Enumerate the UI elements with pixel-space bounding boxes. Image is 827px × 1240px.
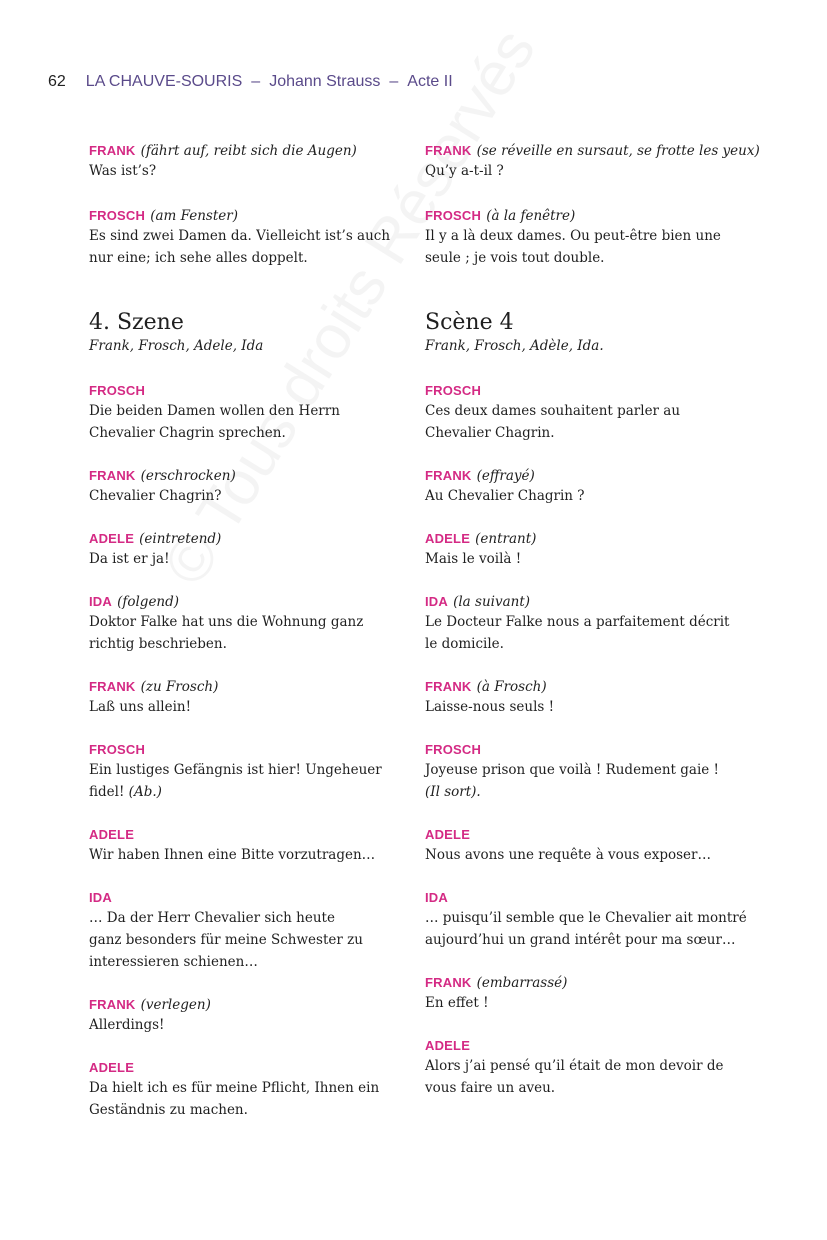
speaker-name: IDA — [89, 594, 112, 609]
dialogue-line — [425, 1055, 755, 1077]
dialogue-block — [425, 824, 755, 866]
speaker-line — [89, 591, 409, 611]
header-separator: – — [251, 73, 261, 90]
speaker-line — [425, 380, 755, 400]
line-text: Chevalier Chagrin? — [89, 488, 222, 504]
running-header — [48, 73, 453, 91]
speaker-line — [89, 205, 409, 225]
dialogue-line — [89, 781, 409, 803]
line-text: Es sind zwei Damen da. Vielleicht ist’s auch — [89, 228, 391, 244]
speaker-name: FRANK — [89, 468, 136, 483]
line-text: Da ist er ja! — [89, 551, 170, 567]
speaker-line — [425, 972, 755, 992]
dialogue-line — [425, 929, 755, 951]
dialogue-block — [425, 676, 755, 718]
speaker-line — [89, 140, 409, 160]
dialogue-line — [425, 225, 755, 247]
line-text: En effet ! — [425, 995, 489, 1011]
dialogue-line — [89, 1014, 409, 1036]
speaker-name: FROSCH — [425, 742, 482, 757]
book-title: LA CHAUVE-SOURIS — [85, 73, 243, 90]
line-text: Mais le voilà ! — [425, 551, 522, 567]
line-text: Qu’y a-t-il ? — [425, 163, 504, 179]
line-text: Chevalier Chagrin sprechen. — [89, 425, 286, 441]
dialogue-line — [89, 1099, 409, 1121]
dialogue-line — [425, 247, 755, 269]
speaker-name: ADELE — [89, 531, 135, 546]
dialogue-block — [425, 739, 755, 803]
dialogue-line — [425, 548, 755, 570]
speaker-name: FROSCH — [425, 383, 482, 398]
stage-direction: (à Frosch) — [476, 679, 547, 695]
dialogue-block — [425, 205, 755, 269]
dialogue-line — [425, 992, 755, 1014]
dialogue-block — [89, 380, 409, 444]
dialogue-block — [89, 739, 409, 803]
line-text: Il y a là deux dames. Ou peut-être bien une — [425, 228, 721, 244]
line-text: fidel! — [89, 784, 125, 800]
speaker-name: ADELE — [89, 1060, 135, 1075]
line-text: Ces deux dames souhaitent parler au — [425, 403, 681, 419]
line-text: … Da der Herr Chevalier sich heute — [89, 910, 335, 926]
dialogue-line — [425, 781, 755, 803]
stage-direction: (verlegen) — [140, 997, 211, 1013]
dialogue-line — [425, 907, 755, 929]
composer-name: Johann Strauss — [269, 73, 381, 90]
speaker-line — [89, 380, 409, 400]
page-number: 62 — [48, 73, 66, 90]
stage-direction: (zu Frosch) — [140, 679, 219, 695]
speaker-line — [425, 591, 755, 611]
dialogue-block — [425, 465, 755, 507]
speaker-line — [425, 887, 755, 907]
dialogue-block — [425, 380, 755, 444]
stage-direction: (entrant) — [475, 531, 537, 547]
speaker-line — [89, 465, 409, 485]
dialogue-line — [425, 160, 755, 182]
dialogue-block — [425, 140, 760, 182]
line-text: aujourd’hui un grand intérêt pour ma sœur… — [425, 932, 736, 948]
line-text: interessieren schienen… — [89, 954, 258, 970]
line-text: Au Chevalier Chagrin ? — [425, 488, 585, 504]
stage-direction: (fährt auf, reibt sich die Augen) — [140, 143, 357, 159]
dialogue-block — [89, 1057, 409, 1121]
speaker-name: IDA — [89, 890, 112, 905]
dialogue-line — [89, 422, 409, 444]
line-text: Geständnis zu machen. — [89, 1102, 248, 1118]
speaker-line — [425, 739, 755, 759]
line-text: Da hielt ich es für meine Pflicht, Ihnen ein — [89, 1080, 380, 1096]
dialogue-line — [425, 633, 755, 655]
stage-direction: (se réveille en sursaut, se frotte les yeux) — [476, 143, 760, 159]
stage-direction: (à la fenêtre) — [486, 208, 576, 224]
speaker-name: FRANK — [425, 975, 472, 990]
line-text: seule ; je vois tout double. — [425, 250, 605, 266]
french-column — [425, 140, 760, 1099]
line-text: Chevalier Chagrin. — [425, 425, 555, 441]
dialogue-line — [89, 247, 409, 269]
dialogue-line — [89, 844, 409, 866]
line-text: Was ist’s? — [89, 163, 157, 179]
dialogue-line — [425, 696, 755, 718]
dialogue-line — [89, 400, 409, 422]
speaker-name: FRANK — [89, 997, 136, 1012]
dialogue-block — [89, 824, 409, 866]
stage-direction: (Il sort). — [425, 784, 481, 800]
stage-direction: (la suivant) — [453, 594, 531, 610]
speaker-name: ADELE — [425, 1038, 471, 1053]
dialogue-block — [425, 887, 755, 951]
speaker-name: FRANK — [425, 468, 472, 483]
line-text: Le Docteur Falke nous a parfaitement décrit — [425, 614, 730, 630]
line-text: Nous avons une requête à vous exposer… — [425, 847, 711, 863]
speaker-line — [89, 887, 409, 907]
speaker-name: FRANK — [425, 679, 472, 694]
scene-title: Scène 4 — [425, 310, 514, 335]
stage-direction: (folgend) — [117, 594, 180, 610]
dialogue-line — [425, 400, 755, 422]
scene-cast: Frank, Frosch, Adèle, Ida. — [425, 338, 604, 354]
dialogue-block — [89, 205, 409, 269]
speaker-name: FROSCH — [425, 208, 482, 223]
dialogue-line — [425, 422, 755, 444]
dialogue-block — [89, 465, 409, 507]
stage-direction: (effrayé) — [476, 468, 535, 484]
line-text: Laisse-nous seuls ! — [425, 699, 555, 715]
speaker-name: ADELE — [89, 827, 135, 842]
line-text: Laß uns allein! — [89, 699, 192, 715]
dialogue-block — [425, 1035, 755, 1099]
dialogue-line — [425, 611, 755, 633]
speaker-line — [425, 1035, 755, 1055]
header-separator: – — [389, 73, 399, 90]
dialogue-line — [89, 160, 409, 182]
speaker-name: FROSCH — [89, 208, 146, 223]
line-text: vous faire un aveu. — [425, 1080, 556, 1096]
line-text: Doktor Falke hat uns die Wohnung ganz — [89, 614, 364, 630]
speaker-line — [425, 205, 755, 225]
line-text: nur eine; ich sehe alles doppelt. — [89, 250, 308, 266]
dialogue-line — [425, 485, 755, 507]
speaker-name: FROSCH — [89, 742, 146, 757]
line-text: Ein lustiges Gefängnis ist hier! Ungeheuer — [89, 762, 382, 778]
line-text: Joyeuse prison que voilà ! Rudement gaie ! — [425, 762, 719, 778]
stage-direction: (Ab.) — [124, 784, 162, 800]
dialogue-line — [425, 759, 755, 781]
line-text: … puisqu’il semble que le Chevalier ait montré — [425, 910, 747, 926]
speaker-name: IDA — [425, 890, 448, 905]
speaker-name: ADELE — [425, 827, 471, 842]
dialogue-line — [89, 1077, 409, 1099]
dialogue-block — [425, 528, 755, 570]
speaker-line — [425, 528, 755, 548]
stage-direction: (eintretend) — [139, 531, 222, 547]
speaker-line — [425, 676, 755, 696]
stage-direction: (am Fenster) — [150, 208, 238, 224]
speaker-line — [425, 465, 755, 485]
line-text: Allerdings! — [89, 1017, 165, 1033]
speaker-name: FRANK — [425, 143, 472, 158]
stage-direction: (erschrocken) — [140, 468, 236, 484]
dialogue-block — [89, 994, 409, 1036]
dialogue-line — [89, 225, 409, 247]
line-text: richtig beschrieben. — [89, 636, 227, 652]
line-text: ganz besonders für meine Schwester zu — [89, 932, 363, 948]
speaker-name: FRANK — [89, 679, 136, 694]
speaker-line — [89, 824, 409, 844]
speaker-line — [425, 824, 755, 844]
dialogue-line — [89, 696, 409, 718]
dialogue-line — [89, 951, 409, 973]
dialogue-line — [89, 929, 409, 951]
speaker-name: ADELE — [425, 531, 471, 546]
line-text: Die beiden Damen wollen den Herrn — [89, 403, 340, 419]
speaker-line — [89, 994, 409, 1014]
dialogue-block — [425, 972, 755, 1014]
speaker-name: IDA — [425, 594, 448, 609]
dialogue-line — [89, 611, 409, 633]
stage-direction: (embarrassé) — [476, 975, 568, 991]
dialogue-block — [425, 591, 755, 655]
german-column — [89, 140, 409, 1121]
speaker-line — [425, 140, 760, 160]
dialogue-line — [89, 633, 409, 655]
line-text: Wir haben Ihnen eine Bitte vorzutragen… — [89, 847, 376, 863]
dialogue-line — [89, 759, 409, 781]
speaker-line — [89, 676, 409, 696]
dialogue-line — [89, 907, 409, 929]
dialogue-block — [89, 140, 409, 182]
dialogue-block — [89, 887, 409, 973]
dialogue-line — [89, 548, 409, 570]
dialogue-line — [89, 485, 409, 507]
dialogue-block — [89, 676, 409, 718]
act-label: Acte II — [407, 73, 453, 90]
speaker-name: FROSCH — [89, 383, 146, 398]
speaker-line — [89, 1057, 409, 1077]
speaker-name: FRANK — [89, 143, 136, 158]
line-text: Alors j’ai pensé qu’il était de mon devoir de — [425, 1058, 724, 1074]
dialogue-line — [425, 1077, 755, 1099]
scene-title: 4. Szene — [89, 310, 184, 335]
dialogue-line — [425, 844, 755, 866]
line-text: le domicile. — [425, 636, 504, 652]
speaker-line — [89, 528, 409, 548]
dialogue-block — [89, 528, 409, 570]
speaker-line — [89, 739, 409, 759]
dialogue-block — [89, 591, 409, 655]
scene-cast: Frank, Frosch, Adele, Ida — [89, 338, 264, 354]
